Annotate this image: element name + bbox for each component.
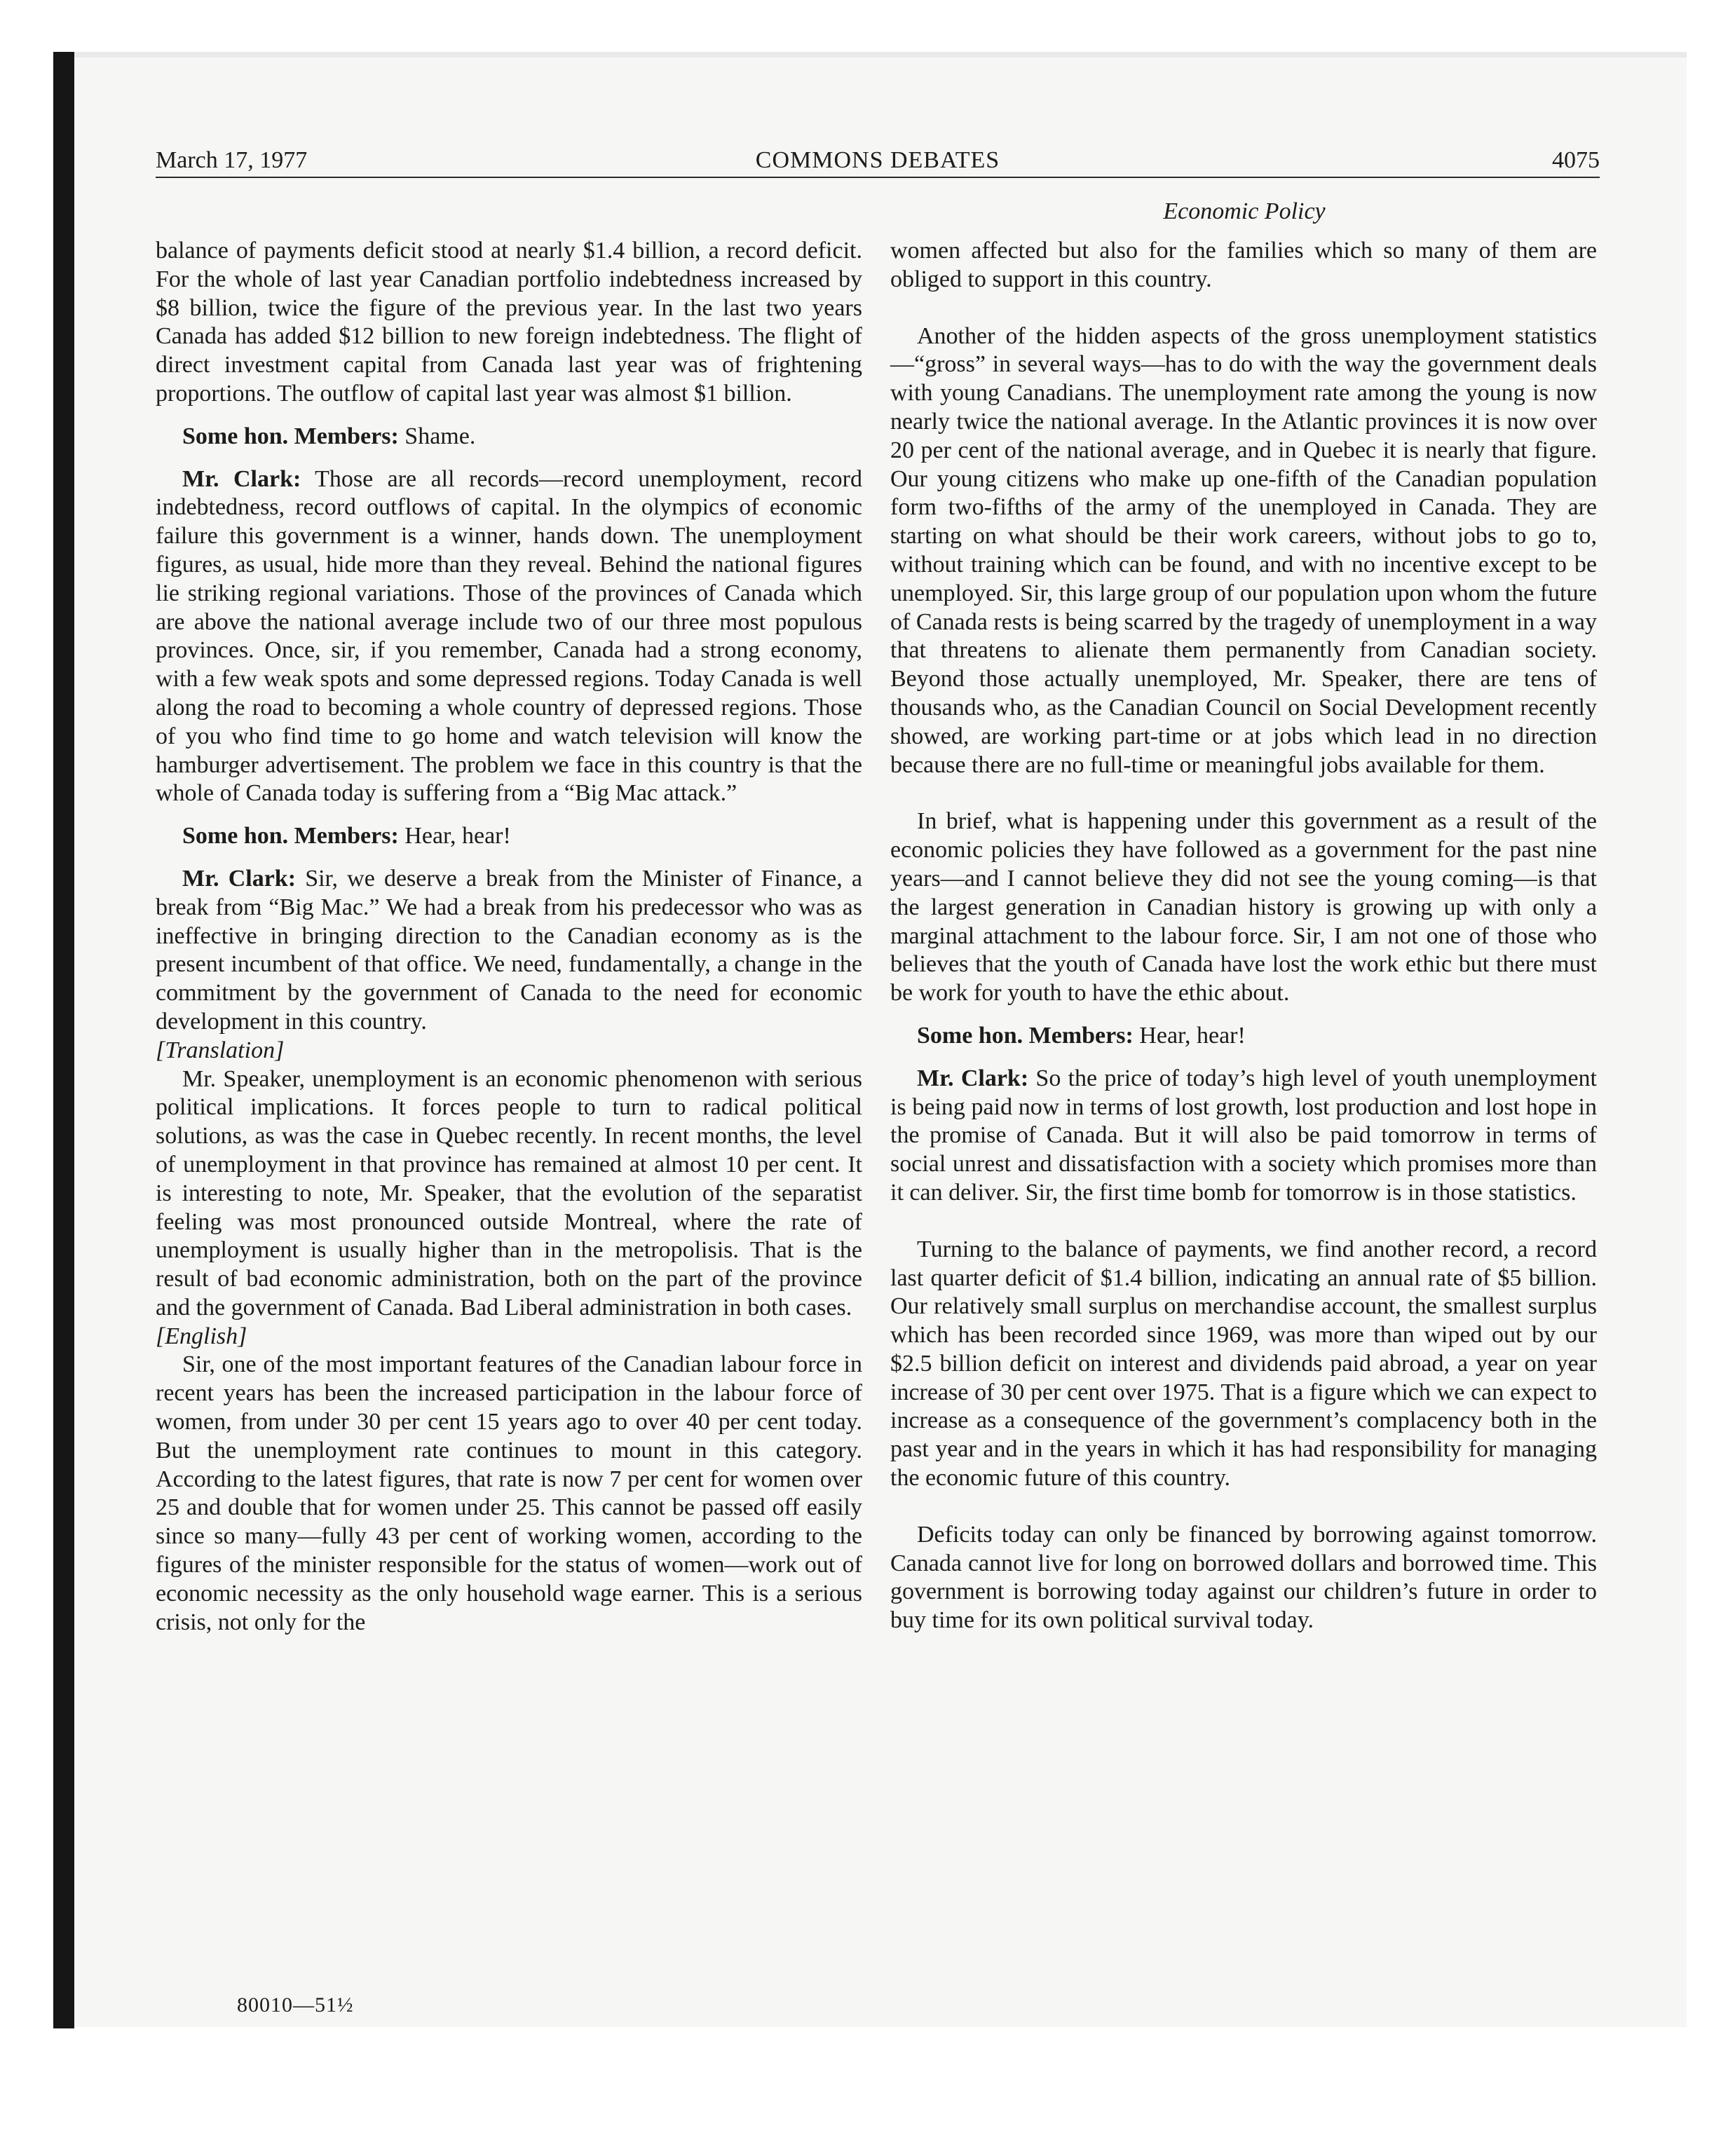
interjection — [890, 1022, 1597, 1051]
paragraph: Another of the hidden aspects of the gross unemployment statistics—“gross” in several ways—has to do with the way the government deals with young Canadians. The unemployment rate among the young is now nearly twice the national average. In the Atlantic provinces it is now over 20 per cent of the national average, and in Quebec it is nearly that figure. Our young citizens who make up one-fifth of the Canadian population form two-fifths of the army of the unemployed in Canada. They are starting on what should be their work careers, without jobs to go to, without training which can be found, and with no incentive except to be unemployed. Sir, this large group of our population upon whom the future of Canada rests is being scarred by the tragedy of unemployment in a way that threatens to alienate them permanently from Canadian society. Beyond those actually unemployed, Mr. Speaker, there are tens of thousands who, as the Canadian Council on Social Development recently showed, are working part-time or at jobs which lead in no direction because there are no full-time or meaningful jobs available for them. — [890, 322, 1597, 778]
speaker-name: Some hon. Members: — [182, 423, 399, 449]
interjection — [156, 822, 862, 851]
footer-printing-code: 80010—51½ — [237, 1993, 354, 2017]
paragraph: Mr. Speaker, unemployment is an economic phenomenon with serious political implications. It forces people to turn to radical political solutions, as was the case in Quebec recently. In recent months, the level of unemployment in that province has remained at almost 10 per cent. It is interesting to note, Mr. Speaker, that the evolution of the separatist feeling was most pronounced outside Montreal, where the rate of unemployment is usually higher than in the metropolisis. That is the result of bad economic administration, both on the part of the province and the government of Canada. Bad Liberal administration in both cases. — [156, 1065, 862, 1321]
speech-text: Sir, we deserve a break from the Minister of Finance, a break from “Big Mac.” We had a break from his predecessor who was as ineffective in bringing direction to the Canadian economy as is the present incumbent of that office. We need, fundamentally, a change in the commitment by the government of Canada to the need for economic development in this country. — [156, 865, 863, 1035]
paragraph: balance of payments deficit stood at nearly $1.4 billion, a record deficit. For the whole of last year Canadian portfolio indebtedness increased by $8 billion, twice the figure of the previous year. In the last two years Canada has added $12 billion to new foreign indebtedness. The flight of direct investment capital from Canada last year was of frightening proportions. The outflow of capital last year was almost $1 billion. — [156, 238, 862, 407]
scan-border-top — [74, 52, 1687, 57]
interjection — [156, 423, 862, 451]
interjection-text: Shame. — [398, 423, 476, 449]
interjection-text: Hear, hear! — [1133, 1022, 1246, 1049]
language-marker: [English] — [156, 1323, 247, 1349]
speech-paragraph — [890, 1065, 1597, 1208]
paragraph: Deficits today can only be financed by borrowing against tomorrow. Canada cannot live for long on borrowed dollars and borrowed time. This government is borrowing today against our children’s future in order to buy time for its own political survival today. — [890, 1521, 1597, 1634]
header-date: March 17, 1977 — [156, 147, 308, 173]
header-publication: COMMONS DEBATES — [755, 147, 1000, 173]
paragraph: Sir, one of the most important features of the Canadian labour force in recent years has been the increased participation in the labour force of women, from under 30 per cent 15 years ago to over 40 per cent today. But the unemployment rate continues to mount in this category. According to the latest figures, that rate is now 7 per cent for women over 25 and double that for women under 25. This cannot be passed off easily since so many—fully 43 per cent of working women, according to the figures of the minister responsible for the status of women—work out of economic necessity as the only household wage earner. This is a serious crisis, not only for the — [156, 1351, 862, 1635]
speaker-name: Some hon. Members: — [917, 1022, 1134, 1049]
speech-paragraph — [156, 865, 862, 1037]
scan-border-left — [53, 52, 74, 2028]
speaker-name: Some hon. Members: — [182, 823, 399, 850]
interjection-text: Hear, hear! — [398, 823, 511, 850]
paragraph: women affected but also for the families which so many of them are obliged to support in this country. — [890, 238, 1597, 292]
left-column — [156, 237, 862, 1637]
section-title: Economic Policy — [1163, 198, 1326, 224]
language-marker: [Translation] — [156, 1037, 285, 1063]
paragraph: In brief, what is happening under this government as a result of the economic policies they have followed as a government for the past nine years—and I cannot believe they did not see the young coming—is that the largest generation in Canadian history is growing up with only a marginal attachment to the labour force. Sir, I am not one of those who believes that the youth of Canada have lost the work ethic but there must be work for youth to have the ethic about. — [890, 808, 1597, 1007]
speech-text: Those are all records—record unemployment, record indebtedness, record outflows of capital. In the olympics of economic failure this government is a winner, hands down. The unemployment figures, as usual, hide more than they reveal. Behind the national figures lie striking regional variations. Those of the provinces of Canada which are above the national average include two of our three most populous provinces. Once, sir, if you remember, Canada had a strong economy, with a few weak spots and some depressed regions. Today Canada is well along the road to becoming a whole country of depressed regions. Those of you who find time to go home and watch television will know the hamburger advertisement. The problem we face in this country is that the whole of Canada today is suffering from a “Big Mac attack.” — [156, 465, 862, 807]
right-column — [890, 237, 1597, 1635]
speech-text: So the price of today’s high level of youth unemployment is being paid now in terms of lost growth, lost production and lost hope in the promise of Canada. But it will also be paid tomorrow in terms of social unrest and dissatisfaction with a society which promises more than it can deliver. Sir, the first time bomb for tomorrow is in those statistics. — [890, 1065, 1597, 1206]
speaker-name: Mr. Clark: — [182, 865, 297, 892]
speaker-name: Mr. Clark: — [182, 465, 301, 492]
paragraph: Turning to the balance of payments, we find another record, a record last quarter deficit of $1.4 billion, indicating an annual rate of $5 billion. Our relatively small surplus on merchandise account, the smallest surplus which has been recorded since 1969, was more than wiped out by our $2.5 billion deficit on interest and dividends paid abroad, a year on year increase of 30 per cent over 1975. That is a figure which we can expect to increase as a consequence of the government’s complacency both in the past year and in the years in which it has had responsibility for managing the economic future of this country. — [890, 1236, 1597, 1492]
header-page-number: 4075 — [1552, 147, 1600, 173]
running-header — [156, 144, 1600, 178]
speaker-name: Mr. Clark: — [917, 1065, 1029, 1091]
speech-paragraph — [156, 465, 862, 809]
